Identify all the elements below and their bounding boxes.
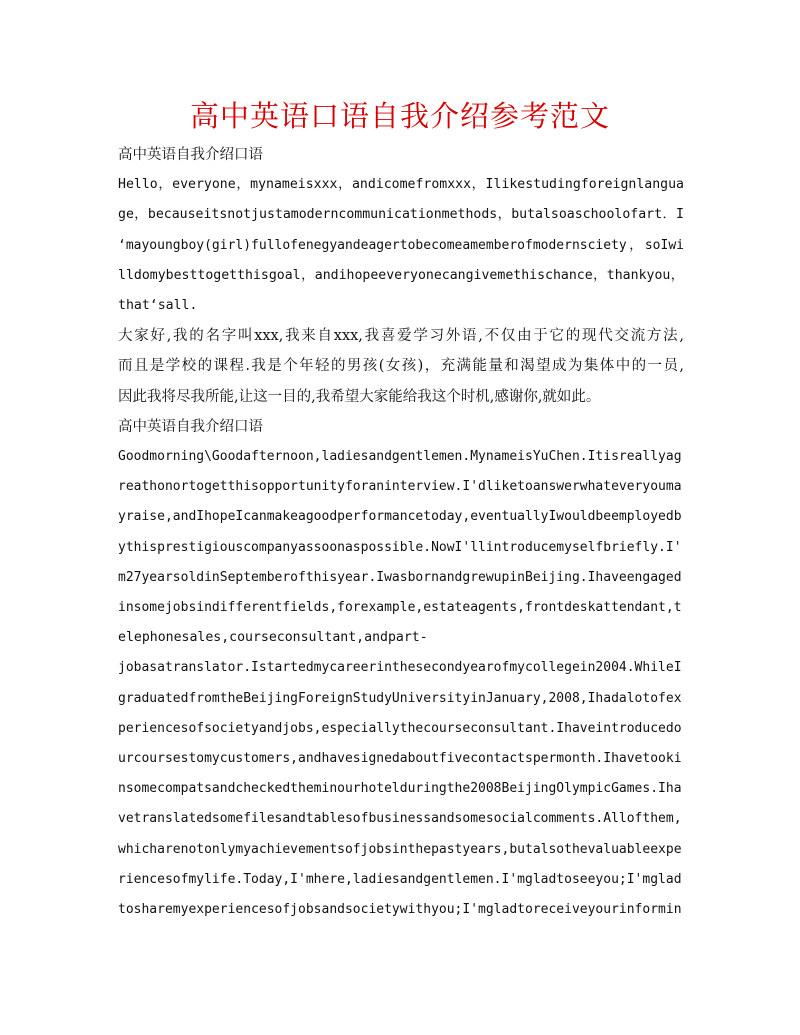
body-line: 而且是学校的课程.我是个年轻的男孩(女孩)，充满能量和渴望成为集体中的一员, — [118, 358, 684, 375]
document-title: 高中英语口语自我介绍参考范文 — [189, 99, 610, 133]
body-line: ge，becauseitsnotjustamoderncommunicationmethods，butalsoaschoolofart．I — [118, 207, 684, 223]
body-line: yraise,andIhopeIcanmakeagoodperformancetoday,eventuallyIwouldbeemployedb — [118, 509, 682, 525]
body-line: lldomybesttogetthisgoal，andihopeeveryonecangivemethischance，thankyou， — [118, 267, 684, 283]
body-line: ‘mayoungboy(girl)fullofenegyandeagertobecomeamemberofmodernsciety，soIwi — [118, 237, 684, 253]
body-line: that‘sall. — [118, 298, 198, 313]
body-line: reathonortogetthisopportunityforaninterview.I'dliketoanswerwhateveryouma — [118, 479, 682, 495]
body-line: whicharenotonlymyachievementsofjobsinthepastyears,butalsothevaluableexpe — [118, 841, 682, 857]
body-line: jobasatranslator.Istartedmycareerinthesecondyearofmycollegein2004.WhileI — [118, 660, 682, 676]
body-line: tosharemyexperiencesofjobsandsocietywithyou;I'mgladtoreceiveyourinformin — [118, 902, 682, 917]
body-line: insomejobsindifferentfields,forexample,estateagents,frontdeskattendant,t — [118, 600, 682, 615]
body-line: urcoursestomycustomers,andhavesignedaboutfivecontactspermonth.Ihavetooki — [118, 751, 682, 766]
body-line: m27yearsoldinSeptemberofthisyear.IwasbornandgrewupinBeijing.Ihaveengaged — [118, 569, 682, 585]
body-line: vetranslatedsomefilesandtablesofbusinessandsomesocialcomments.Allofthem, — [118, 811, 682, 827]
body-line: nsomecompatsandcheckedtheminourhotelduringthe2008BeijingOlympicGames.Iha — [118, 781, 682, 797]
body-line: 大家好,我的名字叫xxx,我来自xxx,我喜爱学习外语,不仅由于它的现代交流方法, — [118, 328, 684, 345]
body-line: graduatedfromtheBeijingForeignStudyUniversityinJanuary,2008,Ihadalotofex — [118, 690, 682, 706]
body-line: elephonesales,courseconsultant,andpart- — [118, 630, 428, 646]
body-line: periencesofsocietyandjobs,especiallythecourseconsultant.Ihaveintroducedo — [118, 720, 682, 736]
body-line: 因此我将尽我所能,让这一目的,我希望大家能给我这个时机,感谢你,就如此。 — [118, 388, 601, 405]
body-line: Hello，everyone，mynameisxxx，andicomefromxxx，Ilikestudingforeignlangua — [118, 177, 684, 193]
body-line: Goodmorning\Goodafternoon,ladiesandgentlemen.MynameisYuChen.Itisreallyag — [118, 449, 682, 464]
body-line: 高中英语自我介绍口语 — [118, 418, 263, 435]
body-line: riencesofmylife.Today,I'mhere,ladiesandgentlemen.I'mgladtoseeyou;I'mglad — [118, 871, 682, 887]
body-line: ythisprestigiouscompanyassoonaspossible.NowI'llintroducemyselfbriefly.I' — [118, 539, 682, 555]
body-line: 高中英语自我介绍口语 — [118, 147, 263, 163]
